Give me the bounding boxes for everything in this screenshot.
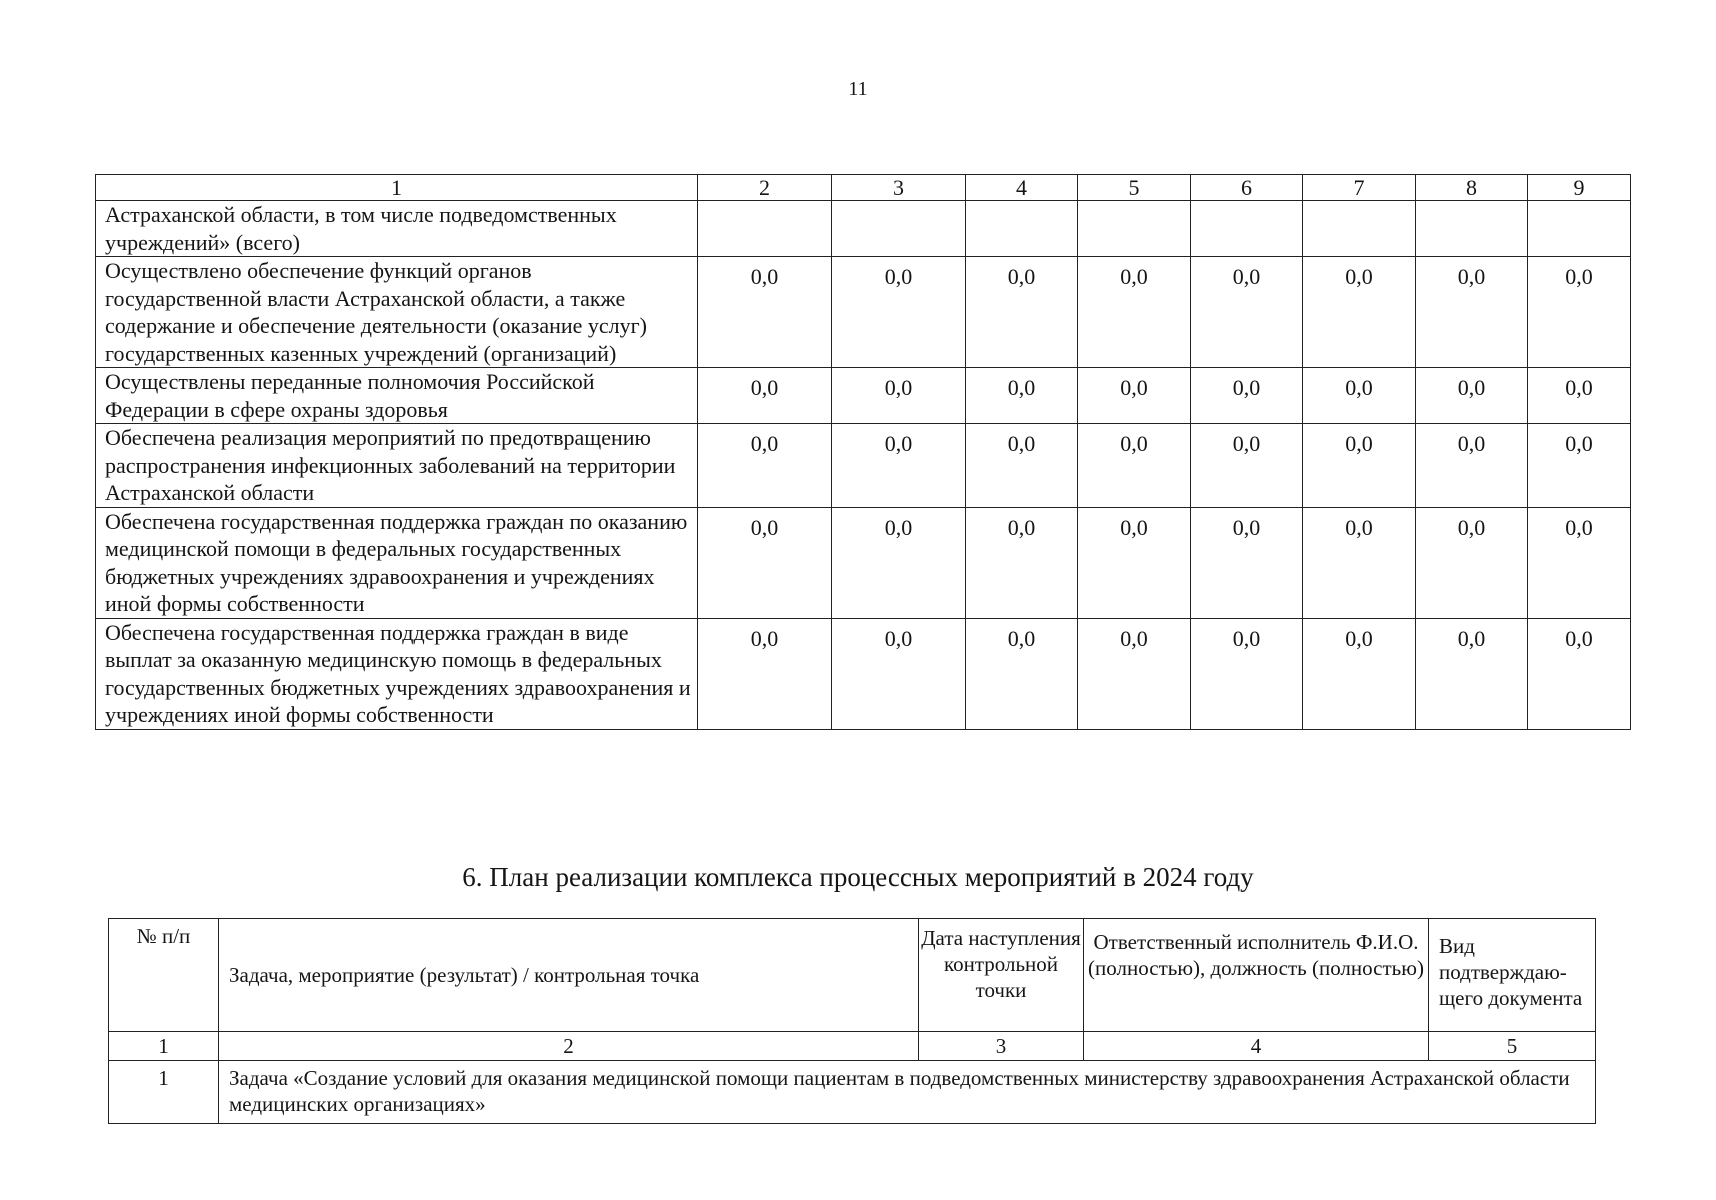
row-value: 0,0 (832, 368, 966, 424)
row-value: 0,0 (1416, 257, 1528, 368)
row-value: 0,0 (832, 507, 966, 618)
row-name: Осуществлены переданные полномочия Российской Федерации в сфере охраны здоровья (96, 368, 698, 424)
column-number: 6 (1191, 175, 1303, 201)
row-value: 0,0 (1416, 368, 1528, 424)
table-row (96, 507, 1631, 618)
column-number: 7 (1303, 175, 1416, 201)
column-number: 1 (109, 1032, 219, 1061)
row-value: 0,0 (966, 618, 1078, 729)
column-number: 2 (219, 1032, 919, 1061)
header-row (109, 919, 1596, 1032)
column-number: 5 (1429, 1032, 1596, 1061)
row-value: 0,0 (698, 257, 832, 368)
table-row (96, 618, 1631, 729)
row-value: 0,0 (1191, 507, 1303, 618)
row-value: 0,0 (698, 507, 832, 618)
table-row (109, 1061, 1596, 1124)
row-value: 0,0 (966, 257, 1078, 368)
column-number: 3 (832, 175, 966, 201)
column-number: 4 (1084, 1032, 1429, 1061)
row-value: 0,0 (1416, 424, 1528, 508)
table-row (96, 257, 1631, 368)
row-value: 0,0 (1416, 618, 1528, 729)
column-number: 8 (1416, 175, 1528, 201)
row-value (1191, 201, 1303, 257)
row-value: 0,0 (1303, 507, 1416, 618)
financing-table (95, 174, 1631, 730)
row-name: Обеспечена реализация мероприятий по предотвращению распространения инфекционных заболеваний на территории Астраханской области (96, 424, 698, 508)
column-number-row (96, 175, 1631, 201)
row-value: 0,0 (1416, 507, 1528, 618)
row-value: 0,0 (1303, 618, 1416, 729)
row-value: 0,0 (1303, 257, 1416, 368)
row-value: 0,0 (1191, 618, 1303, 729)
row-value: 0,0 (1191, 257, 1303, 368)
row-value: 0,0 (1528, 618, 1631, 729)
row-name: Осуществлено обеспечение функций органов государственной власти Астраханской области, а также содержание и обеспечение деятельности (оказание услуг) государственных казенных учреждений (организаций) (96, 257, 698, 368)
row-task: Задача «Создание условий для оказания медицинской помощи пациентам в подведомственных министерству здравоохранения Астраханской области медицинских организациях» (219, 1061, 1596, 1124)
section-title: 6. План реализации комплекса процессных мероприятий в 2024 году (462, 862, 1254, 892)
table-row (96, 368, 1631, 424)
row-value: 0,0 (966, 507, 1078, 618)
page-number: 11 (848, 78, 868, 100)
row-value (1416, 201, 1528, 257)
row-value: 0,0 (966, 424, 1078, 508)
row-value: 0,0 (1528, 424, 1631, 508)
row-value: 0,0 (1191, 424, 1303, 508)
header-task: Задача, мероприятие (результат) / контрольная точка (219, 919, 919, 1032)
table-row (96, 424, 1631, 508)
column-number: 3 (919, 1032, 1084, 1061)
row-value: 0,0 (1078, 507, 1191, 618)
column-number: 2 (698, 175, 832, 201)
row-value: 0,0 (1078, 257, 1191, 368)
row-name: Обеспечена государственная поддержка граждан в виде выплат за оказанную медицинскую помощь в федеральных государственных бюджетных учреждениях здравоохранения и учреждениях иной формы собственности (96, 618, 698, 729)
row-number: 1 (109, 1061, 219, 1124)
row-value: 0,0 (698, 618, 832, 729)
row-name: Обеспечена государственная поддержка граждан по оказанию медицинской помощи в федеральных государственных бюджетных учреждениях здравоохранения и учреждениях иной формы собственности (96, 507, 698, 618)
column-number: 9 (1528, 175, 1631, 201)
table-row (96, 201, 1631, 257)
row-value: 0,0 (832, 618, 966, 729)
row-value: 0,0 (832, 424, 966, 508)
header-date: Дата наступления контрольной точки (919, 919, 1084, 1032)
row-value (832, 201, 966, 257)
row-value (698, 201, 832, 257)
row-name: Астраханской области, в том числе подведомственных учреждений» (всего) (96, 201, 698, 257)
row-value: 0,0 (698, 424, 832, 508)
header-number: № п/п (109, 919, 219, 1032)
row-value: 0,0 (1528, 257, 1631, 368)
row-value: 0,0 (1303, 424, 1416, 508)
row-value: 0,0 (1528, 368, 1631, 424)
plan-table (108, 918, 1596, 1124)
row-value: 0,0 (1191, 368, 1303, 424)
column-number: 1 (96, 175, 698, 201)
row-value: 0,0 (698, 368, 832, 424)
row-value (966, 201, 1078, 257)
row-value: 0,0 (1078, 618, 1191, 729)
row-value: 0,0 (1303, 368, 1416, 424)
row-value: 0,0 (1078, 424, 1191, 508)
row-value: 0,0 (832, 257, 966, 368)
row-value (1303, 201, 1416, 257)
row-value: 0,0 (1078, 368, 1191, 424)
row-value (1528, 201, 1631, 257)
row-value: 0,0 (1528, 507, 1631, 618)
column-number: 4 (966, 175, 1078, 201)
row-value (1078, 201, 1191, 257)
column-number: 5 (1078, 175, 1191, 201)
column-number-row (109, 1032, 1596, 1061)
header-responsible: Ответственный исполнитель Ф.И.О. (полностью), должность (полностью) (1084, 919, 1429, 1032)
row-value: 0,0 (966, 368, 1078, 424)
header-document: Вид подтверждаю-щего документа (1429, 919, 1596, 1032)
